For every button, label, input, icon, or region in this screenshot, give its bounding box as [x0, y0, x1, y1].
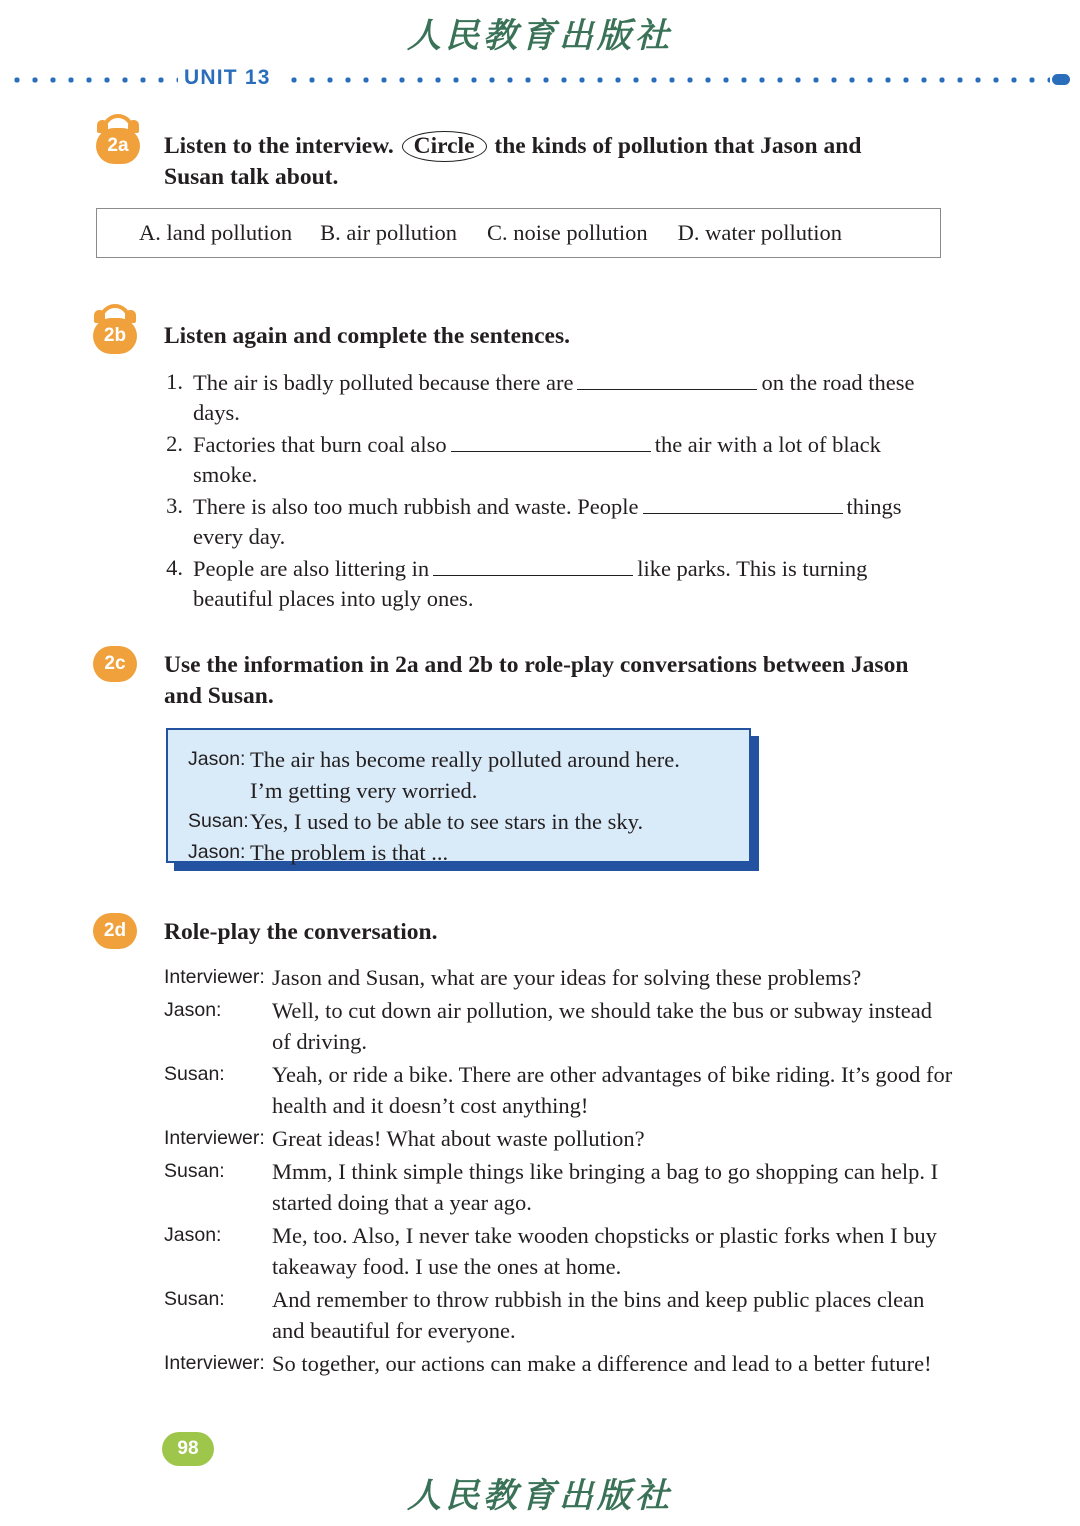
sentence-item-2	[163, 429, 943, 490]
dotted-rule-end-cap	[1052, 74, 1070, 85]
activity-2c-instruction: Use the information in 2a and 2b to role-play conversations between Jason and Susan.	[164, 652, 909, 709]
sentence-number: 2.	[166, 431, 183, 456]
script-speaker: Interviewer:	[164, 1352, 265, 1374]
script-text: Great ideas! What about waste pollution?	[272, 1126, 645, 1151]
dialogue-line-2: I’m getting very worried.	[250, 778, 478, 803]
option-c[interactable]: C. noise pollution	[487, 220, 648, 245]
script-speaker: Susan:	[164, 1160, 225, 1182]
publisher-logo-top: 人民教育出版社	[407, 18, 673, 55]
pollution-options-box	[96, 208, 941, 258]
script-text: Mmm, I think simple things like bringing a bag to go shopping can help. I started doing that a year ago.	[272, 1159, 939, 1215]
sentence-number: 4.	[166, 555, 183, 580]
dialogue-line-3	[188, 806, 733, 837]
activity-2d-instruction: Role-play the conversation.	[164, 919, 438, 945]
script-line	[164, 1348, 954, 1379]
dialogue-line-1	[188, 744, 733, 775]
dialogue-speaker: Susan:	[188, 810, 249, 832]
script-line	[164, 1156, 954, 1218]
script-speaker: Jason:	[164, 1224, 222, 1246]
sentence-part-2: on the road these days.	[193, 370, 915, 425]
activity-2a-badge	[96, 128, 140, 164]
headphone-icon	[99, 304, 131, 320]
headphone-icon	[102, 114, 134, 130]
option-a[interactable]: A. land pollution	[139, 220, 293, 245]
roleplay-script	[164, 962, 954, 1381]
sentence-item-3	[163, 491, 943, 552]
answer-blank-1[interactable]	[577, 367, 757, 390]
script-line	[164, 1059, 954, 1121]
script-line	[164, 962, 954, 993]
script-speaker: Susan:	[164, 1288, 225, 1310]
sentence-text	[193, 367, 943, 428]
sentence-part-2: the air with a lot of black smoke.	[193, 432, 881, 487]
dotted-rule-left	[8, 77, 178, 83]
instruction-text-before: Listen to the interview.	[164, 133, 394, 159]
publisher-logo-bottom: 人民教育出版社	[407, 1478, 673, 1515]
sentence-part-1: There is also too much rubbish and waste. People	[193, 494, 639, 519]
sentence-text	[193, 491, 943, 552]
dialogue-line-4	[188, 837, 733, 868]
option-b[interactable]: B. air pollution	[320, 220, 457, 245]
dialogue-text: The problem is that ...	[250, 840, 449, 865]
sentence-number: 1.	[166, 369, 183, 394]
page-number: 98	[162, 1432, 214, 1466]
script-text: Jason and Susan, what are your ideas for solving these problems?	[272, 965, 862, 990]
activity-2a-badge-label: 2a	[107, 135, 129, 156]
sentence-part-1: People are also littering in	[193, 556, 430, 581]
sentence-number: 3.	[166, 493, 183, 518]
answer-blank-2[interactable]	[451, 429, 651, 452]
script-text: Well, to cut down air pollution, we should take the bus or subway instead of driving.	[272, 998, 932, 1054]
dialogue-box	[166, 728, 751, 863]
script-speaker: Susan:	[164, 1063, 225, 1085]
sentence-part-2: things every day.	[193, 494, 902, 549]
dialogue-text: The air has become really polluted around here.	[250, 747, 680, 772]
activity-2c-badge	[93, 646, 137, 682]
sentence-part-2: like parks. This is turning beautiful places into ugly ones.	[193, 556, 868, 611]
activity-2c-badge-label: 2c	[104, 653, 126, 674]
circle-word-highlight: Circle	[402, 131, 487, 162]
option-d[interactable]: D. water pollution	[677, 220, 842, 245]
answer-blank-3[interactable]	[643, 491, 843, 514]
script-text: Yeah, or ride a bike. There are other advantages of bike riding. It’s good for health and it doesn’t cost anything!	[272, 1062, 953, 1118]
dialogue-text: Yes, I used to be able to see stars in the sky.	[250, 809, 644, 834]
dialogue-speaker: Jason:	[188, 841, 246, 863]
script-speaker: Interviewer:	[164, 966, 265, 988]
script-text: So together, our actions can make a difference and lead to a better future!	[272, 1351, 932, 1376]
activity-2b-badge	[93, 318, 137, 354]
dialogue-speaker: Jason:	[188, 748, 246, 770]
activity-2a-instruction	[164, 131, 924, 193]
instruction-text-after: the kinds of pollution that Jason and Susan talk about.	[164, 133, 862, 190]
activity-2b-badge-label: 2b	[103, 325, 127, 346]
activity-2d-badge-label: 2d	[103, 920, 127, 941]
script-line	[164, 1284, 954, 1346]
sentence-part-1: Factories that burn coal also	[193, 432, 447, 457]
activity-2d-badge	[93, 913, 137, 949]
unit-header-bar	[0, 66, 1080, 92]
script-line	[164, 1123, 954, 1154]
script-speaker: Interviewer:	[164, 1127, 265, 1149]
answer-blank-4[interactable]	[433, 553, 633, 576]
sentence-item-1	[163, 367, 943, 428]
script-text: Me, too. Also, I never take wooden chopsticks or plastic forks when I buy takeaway food. I use the ones at home.	[272, 1223, 937, 1279]
script-speaker: Jason:	[164, 999, 222, 1021]
script-line	[164, 1220, 954, 1282]
sentence-text	[193, 429, 943, 490]
unit-label: UNIT 13	[184, 66, 271, 89]
sentence-text	[193, 553, 943, 614]
script-line	[164, 995, 954, 1057]
sentence-part-1: The air is badly polluted because there are	[193, 370, 574, 395]
script-text: And remember to throw rubbish in the bins and keep public places clean and beautiful for everyone.	[272, 1287, 925, 1343]
activity-2b-instruction: Listen again and complete the sentences.	[164, 323, 571, 349]
sentence-item-4	[163, 553, 943, 614]
sentence-completion-list	[163, 367, 943, 615]
dotted-rule-right	[285, 77, 1050, 83]
